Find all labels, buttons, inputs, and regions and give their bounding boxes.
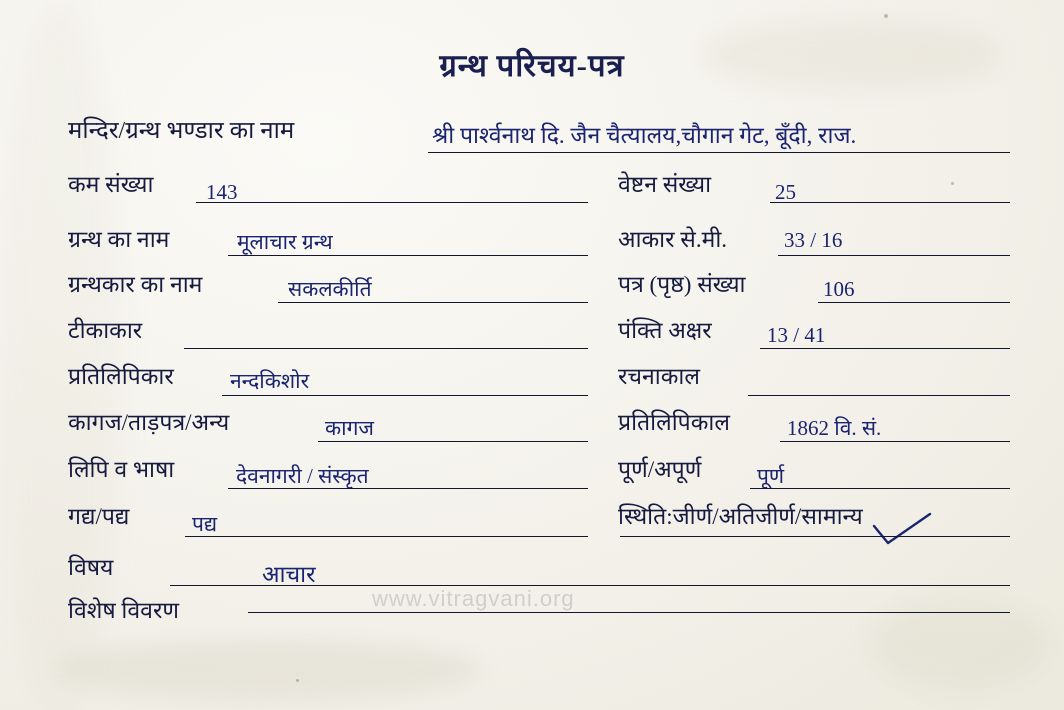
rule-line [278, 302, 588, 303]
field-value-granthkar-name: सकलकीर्ति [288, 277, 372, 301]
rule-line [818, 302, 1010, 303]
field-value-pratilipikaal: 1862 वि. सं. [787, 416, 882, 440]
rule-line [185, 536, 588, 537]
field-value-purna-apurna: पूर्ण [757, 464, 785, 488]
field-label-pratilipikar: प्रतिलिपिकार [68, 364, 174, 389]
field-label-purna-apurna: पूर्ण/अपूर्ण [618, 457, 702, 482]
field-label-lipi-bhasha: लिपि व भाषा [68, 457, 175, 482]
field-label-gadya-padya: गद्य/पद्य [68, 504, 130, 529]
field-value-lipi-bhasha: देवनागरी / संस्कृत [236, 464, 369, 488]
field-value-vishay: आचार [262, 562, 316, 587]
field-value-pankti-akshar: 13 / 41 [767, 323, 826, 347]
field-label-tikakar: टीकाकार [68, 318, 143, 343]
rule-line [770, 202, 1010, 203]
rule-line [228, 255, 588, 256]
field-value-veshtan-sankhya: 25 [775, 180, 796, 204]
field-value-kagaj-tadpatra: कागज [325, 416, 374, 440]
rule-line [778, 255, 1010, 256]
field-label-kram-sankhya: कम संख्या [68, 172, 154, 197]
field-value-pratilipikar: नन्दकिशोर [230, 369, 310, 393]
field-value-patra-sankhya: 106 [823, 277, 855, 301]
rule-line [318, 441, 588, 442]
field-label-vishay: विषय [68, 555, 114, 580]
rule-line [428, 152, 1010, 153]
rule-line [248, 612, 1010, 613]
rule-line [228, 488, 588, 489]
site-watermark: www.vitragvani.org [372, 586, 575, 611]
field-label-pratilipikaal: प्रतिलिपिकाल [618, 410, 730, 435]
field-label-sthiti: स्थिति:जीर्ण/अतिजीर्ण/सामान्य [618, 504, 863, 529]
rule-line [750, 488, 1010, 489]
rule-line [184, 348, 588, 349]
field-label-patra-sankhya: पत्र (पृष्ठ) संख्या [618, 272, 746, 297]
field-label-granth-name: ग्रन्थ का नाम [68, 227, 170, 252]
field-label-aakar-cm: आकार से.मी. [618, 227, 728, 252]
handwritten-checkmark-icon [872, 512, 934, 548]
paper-stain [60, 640, 480, 700]
field-value-gadya-padya: पद्य [192, 512, 218, 536]
rule-line [620, 536, 1010, 537]
field-label-temple-name: मन्दिर/ग्रन्थ भण्डार का नाम [68, 118, 295, 144]
rule-line [170, 585, 1010, 586]
paper-speck [951, 182, 954, 185]
field-label-kagaj-tadpatra: कागज/ताड़पत्र/अन्य [68, 410, 230, 435]
page-title: ग्रन्थ परिचय-पत्र [439, 48, 625, 83]
field-value-kram-sankhya: 143 [206, 180, 238, 204]
field-value-granth-name: मूलाचार ग्रन्थ [237, 230, 333, 254]
paper-speck [884, 14, 888, 18]
rule-line [748, 395, 1010, 396]
rule-line [222, 395, 588, 396]
field-value-temple-name: श्री पार्श्वनाथ दि. जैन चैत्यालय,चौगान गेट, बूँदी, राज. [432, 123, 857, 148]
field-label-pankti-akshar: पंक्ति अक्षर [618, 318, 712, 343]
paper-speck [296, 679, 299, 682]
rule-line [196, 202, 588, 203]
field-label-rachnakaal: रचनाकाल [618, 364, 700, 389]
field-label-veshtan-sankhya: वेष्टन संख्या [618, 172, 712, 197]
field-label-vishesh-vivaran: विशेष विवरण [68, 598, 179, 623]
field-value-aakar-cm: 33 / 16 [784, 228, 843, 252]
rule-line [760, 348, 1010, 349]
field-label-granthkar-name: ग्रन्थकार का नाम [68, 272, 203, 297]
rule-line [780, 441, 1010, 442]
paper-stain [870, 600, 1050, 690]
